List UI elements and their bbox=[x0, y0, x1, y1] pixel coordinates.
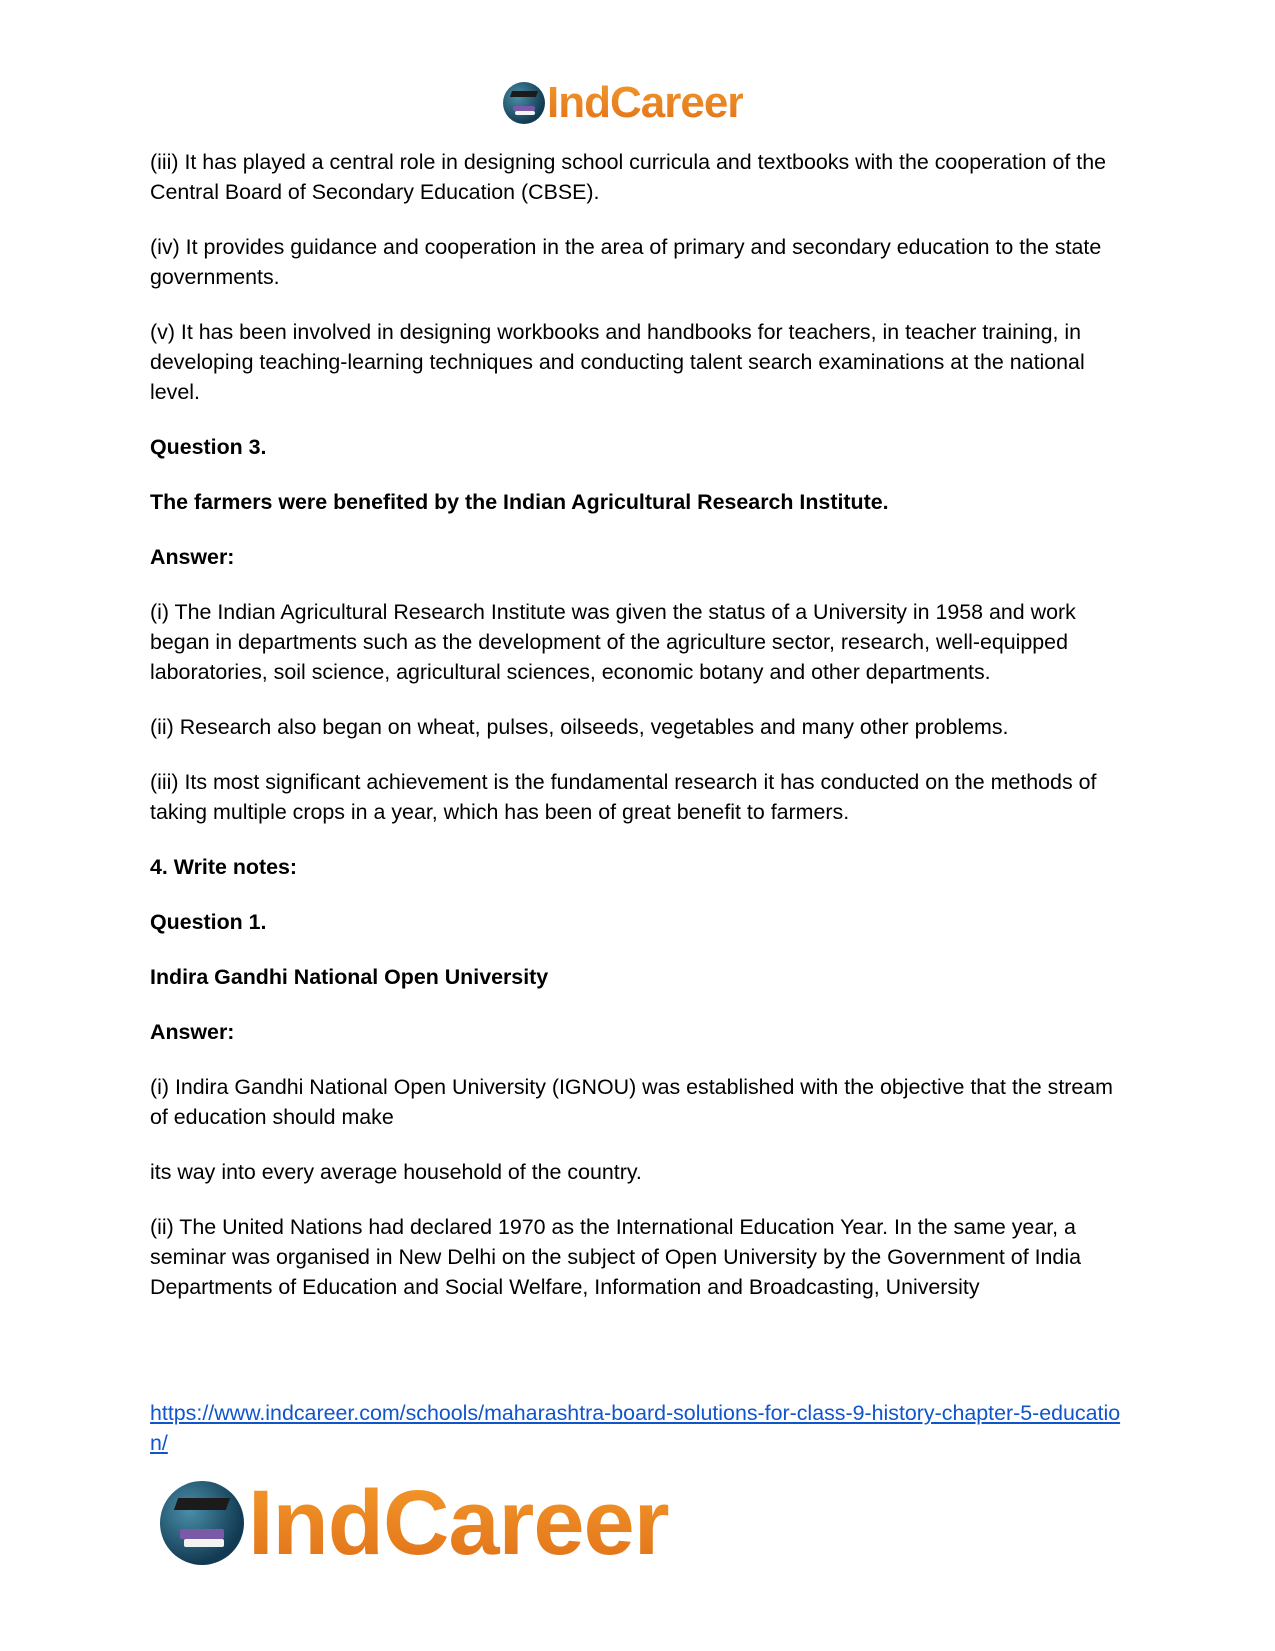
logo-text: IndCareer bbox=[248, 1472, 669, 1574]
heading-paragraph: Question 1. bbox=[150, 910, 267, 934]
heading-paragraph: Answer: bbox=[150, 1020, 235, 1044]
body-paragraph: (i) Indira Gandhi National Open University (IGNOU) was established with the objective that the stream of education should make bbox=[150, 1075, 1113, 1129]
document-body bbox=[150, 147, 1130, 1327]
heading-paragraph: Answer: bbox=[150, 545, 235, 569]
header-logo bbox=[503, 78, 743, 128]
body-paragraph: its way into every average household of the country. bbox=[150, 1160, 642, 1184]
heading-paragraph: 4. Write notes: bbox=[150, 855, 297, 879]
logo-text: IndCareer bbox=[547, 78, 744, 127]
body-paragraph: (ii) The United Nations had declared 1970 as the International Education Year. In the same year, a seminar was organised in New Delhi on the subject of Open University by the Government of India Departments of Education and Social Welfare, Information and Broadcasting, University bbox=[150, 1215, 1081, 1299]
body-paragraph: (iv) It provides guidance and cooperation in the area of primary and secondary education to the state governments. bbox=[150, 235, 1102, 289]
heading-paragraph: Question 3. bbox=[150, 435, 267, 459]
body-paragraph: (iii) It has played a central role in designing school curricula and textbooks with the cooperation of the Central Board of Secondary Education (CBSE). bbox=[150, 150, 1106, 204]
footer-logo bbox=[160, 1473, 669, 1573]
body-paragraph: (i) The Indian Agricultural Research Institute was given the status of a University in 1958 and work began in departments such as the development of the agriculture sector, research, well-equipped laboratories, soil science, agricultural sciences, economic botany and other departments. bbox=[150, 600, 1076, 684]
heading-paragraph: Indira Gandhi National Open University bbox=[150, 965, 549, 989]
logo-emblem-icon bbox=[160, 1481, 244, 1565]
body-paragraph: (v) It has been involved in designing workbooks and handbooks for teachers, in teacher training, in developing teaching-learning techniques and conducting talent search examinations at the national level. bbox=[150, 320, 1085, 404]
body-paragraph: (ii) Research also began on wheat, pulses, oilseeds, vegetables and many other problems. bbox=[150, 715, 1009, 739]
heading-paragraph: The farmers were benefited by the Indian Agricultural Research Institute. bbox=[150, 490, 889, 514]
source-url-link[interactable]: https://www.indcareer.com/schools/maharashtra-board-solutions-for-class-9-history-chapter-5-education/ bbox=[150, 1401, 1121, 1455]
logo-emblem-icon bbox=[503, 82, 545, 124]
body-paragraph: (iii) Its most significant achievement is the fundamental research it has conducted on the methods of taking multiple crops in a year, which has been of great benefit to farmers. bbox=[150, 770, 1097, 824]
